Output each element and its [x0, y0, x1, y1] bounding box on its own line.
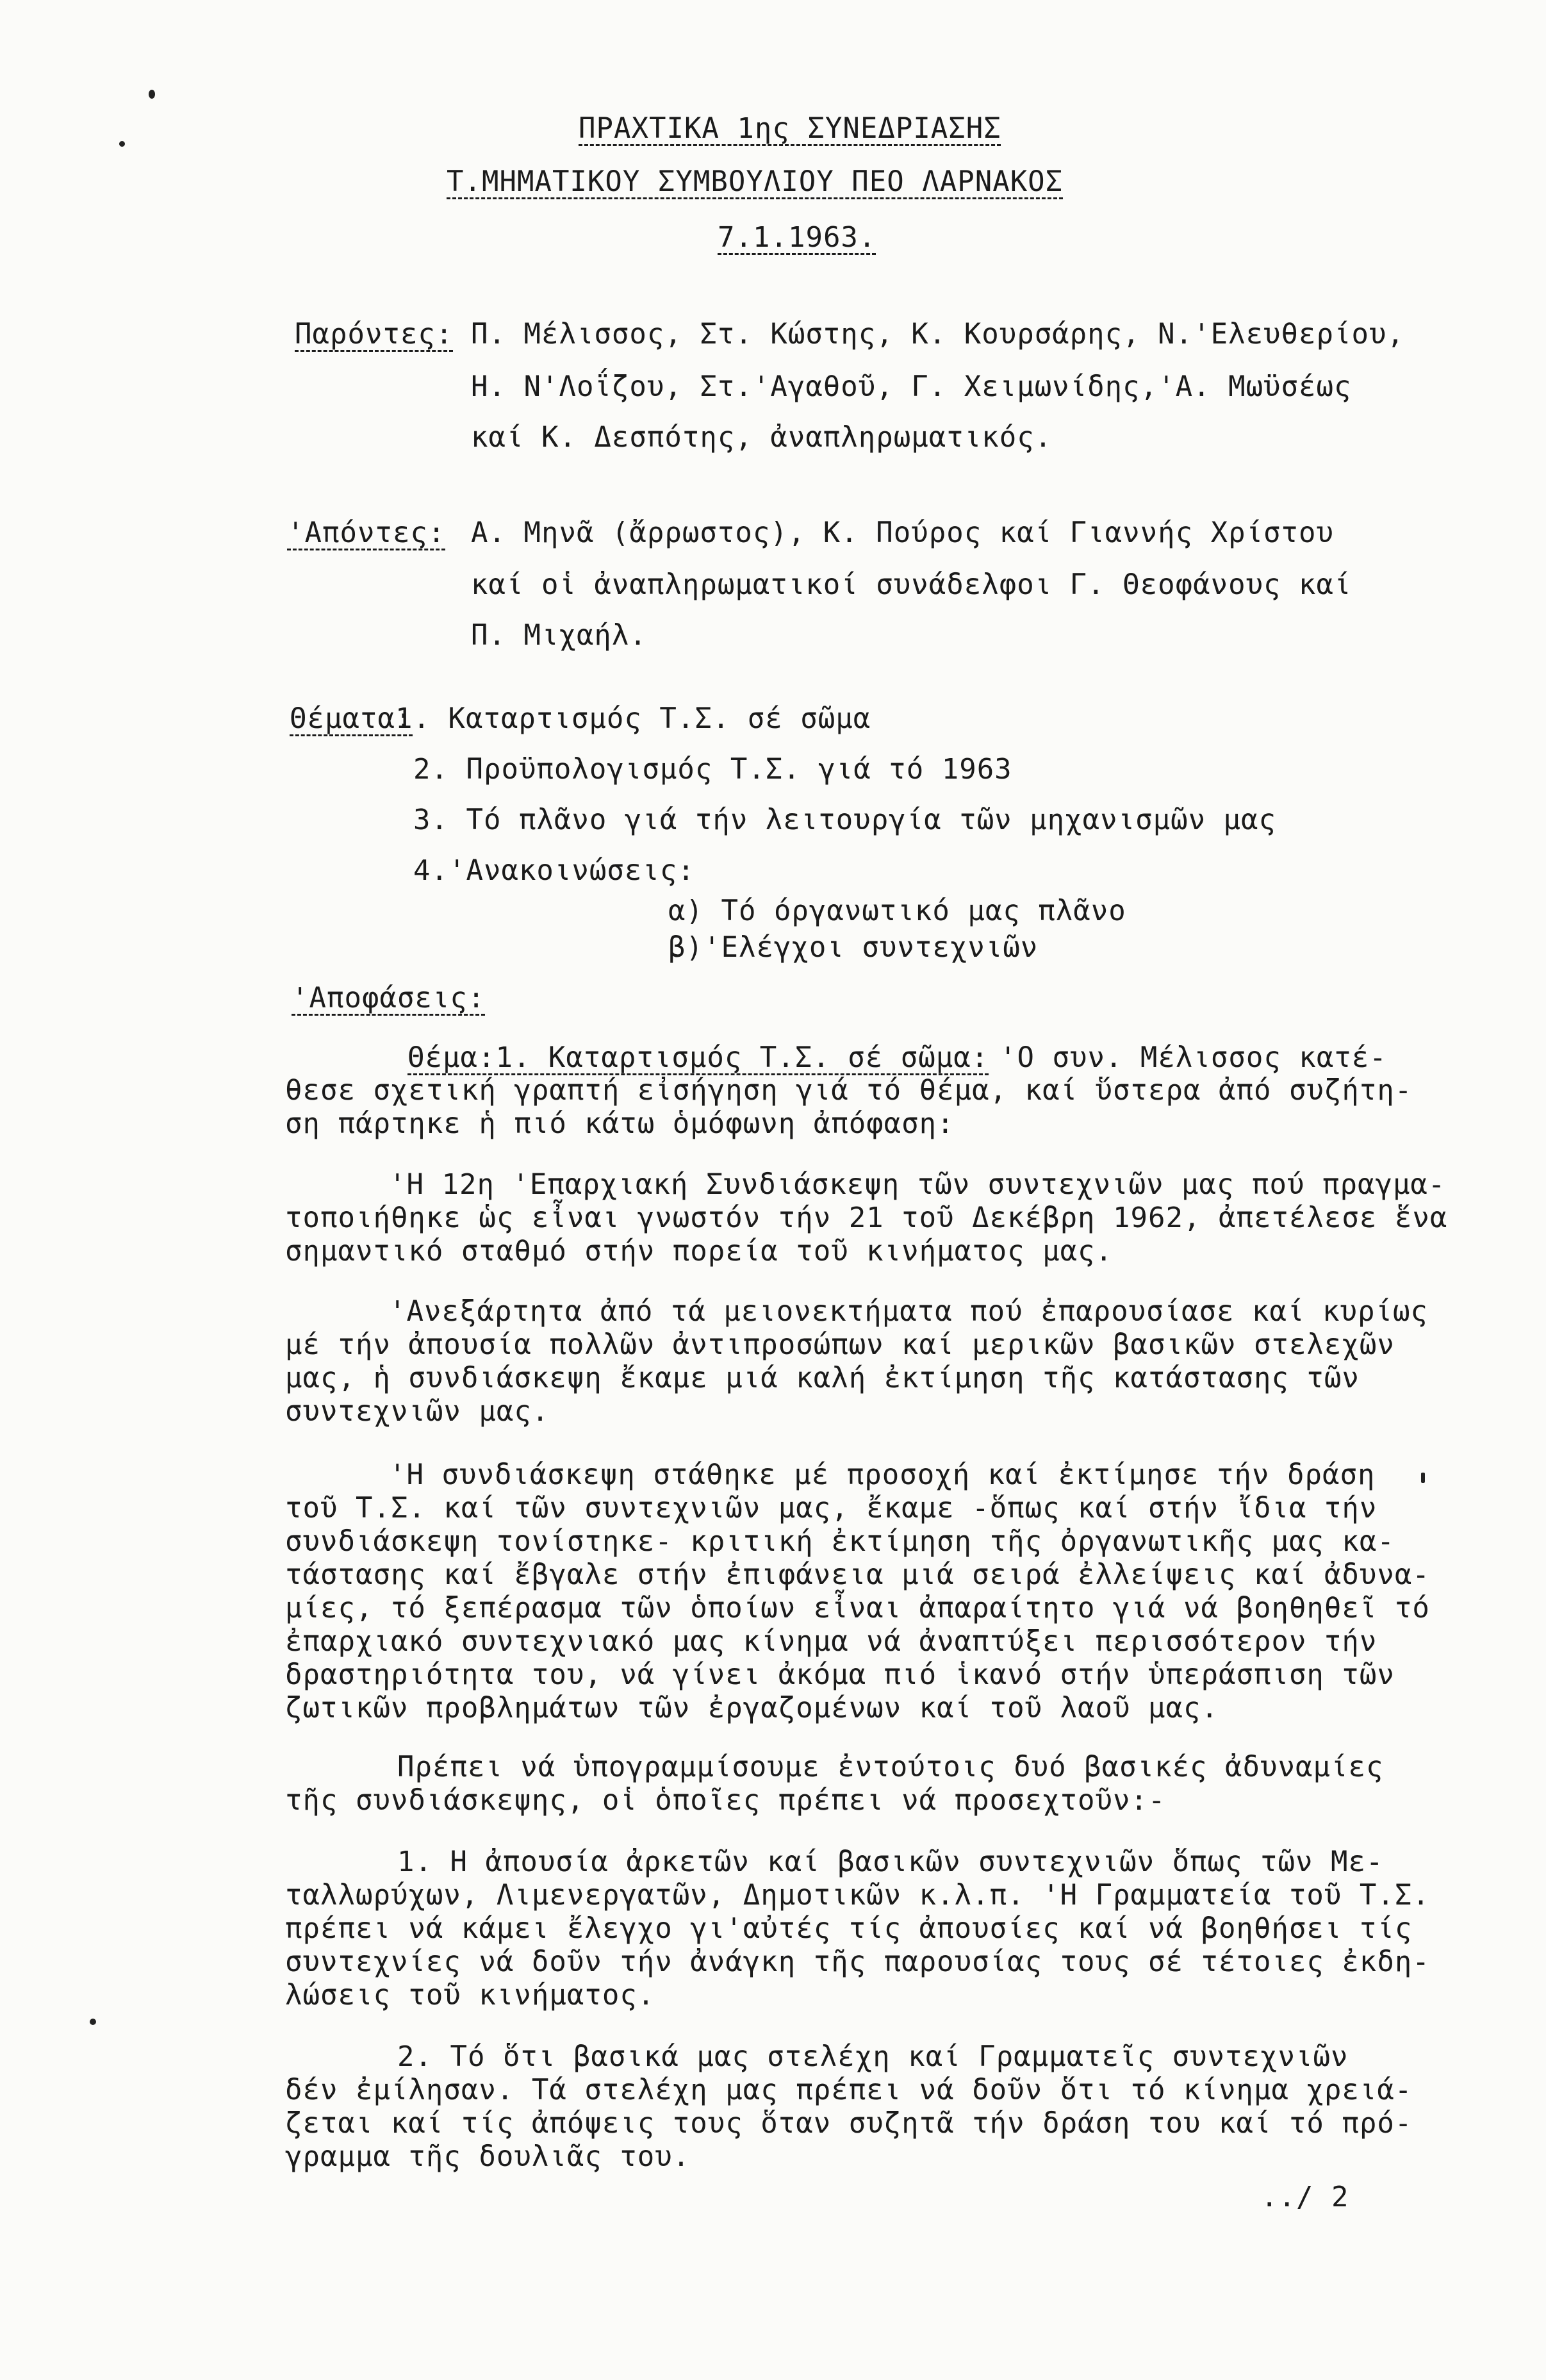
- topic-1: 1. Καταρτισμός Τ.Σ. σέ σῶμα: [395, 702, 871, 735]
- absent-line-3: Π. Μιχαήλ.: [471, 619, 647, 652]
- paragraph-line: 'Η συνδιάσκεψη στάθηκε μέ προσοχή καί ἐκτίμησε τήν δράση: [389, 1459, 1376, 1491]
- minutes-title: ΠΡΑΧΤΙΚΑ 1ης ΣΥΝΕΔΡΙΑΣΗΣ: [579, 112, 1001, 145]
- present-label: Παρόντες:: [295, 318, 454, 351]
- meeting-date: 7.1.1963.: [718, 221, 876, 254]
- paragraph-line: λώσεις τοῦ κινήματος.: [285, 1979, 655, 2012]
- paragraph-line: 'Η 12η 'Επαρχιακή Συνδιάσκεψη τῶν συντεχνιῶν μας πού πραγμα-: [389, 1168, 1446, 1201]
- absent-line-1: Α. Μηνᾶ (ἄρρωστος), Κ. Πούρος καί Γιαννής Χρίστου: [471, 516, 1335, 549]
- page-continuation-marker: ../ 2: [1261, 2181, 1349, 2213]
- theme-1-heading: Θέμα:1. Καταρτισμός Τ.Σ. σέ σῶμα:: [407, 1041, 989, 1074]
- paragraph-line: ἐπαρχιακό συντεχνιακό μας κίνημα νά ἀναπτύξει περισσότερον τήν: [285, 1625, 1377, 1658]
- absent-label: 'Απόντες:: [287, 516, 446, 549]
- paragraph-line: γραμμα τῆς δουλιᾶς του.: [285, 2140, 691, 2173]
- paragraph-line: σημαντικό σταθμό στήν πορεία τοῦ κινήματος μας.: [285, 1235, 1114, 1268]
- council-title: Τ.ΜΗΜΑΤΙΚΟΥ ΣΥΜΒΟΥΛΙΟΥ ΠΕΟ ΛΑΡΝΑΚΟΣ: [447, 165, 1064, 198]
- paragraph-line: 1. Η ἀπουσία ἀρκετῶν καί βασικῶν συντεχνιῶν ὅπως τῶν Με-: [397, 1846, 1384, 1878]
- paragraph-line: τοποιήθηκε ὡς εἶναι γνωστόν τήν 21 τοῦ Δεκέβρη 1962, ἀπετέλεσε ἕνα: [285, 1202, 1448, 1234]
- paragraph-line: συντεχνιῶν μας.: [285, 1395, 550, 1428]
- paragraph-line: δραστηριότητα του, νά γίνει ἀκόμα πιό ἱκανό στήν ὑπεράσπιση τῶν: [285, 1658, 1395, 1691]
- topic-4a: α) Τό όργανωτικό μας πλᾶνο: [668, 895, 1126, 927]
- paragraph-line: τῆς συνδιάσκεψης, οἱ ὁποῖες πρέπει νά προσεχτοῦν:-: [285, 1784, 1166, 1817]
- topic-2: 2. Προϋπολογισμός Τ.Σ. γιά τό 1963: [413, 753, 1012, 786]
- scan-speck: [119, 141, 125, 147]
- paragraph-line: μας, ἡ συνδιάσκεψη ἔκαμε μιά καλή ἐκτίμηση τῆς κατάστασης τῶν: [285, 1362, 1360, 1394]
- topics-label: Θέματα:: [290, 702, 413, 735]
- paragraph-line: θεσε σχετική γραπτή εἰσήγηση γιά τό θέμα, καί ὕστερα ἀπό συζήτη-: [285, 1074, 1413, 1107]
- present-line-1: Π. Μέλισσος, Στ. Κώστης, Κ. Κουρσάρης, Ν.'Ελευθερίου,: [471, 318, 1404, 351]
- paragraph-line: μέ τήν ἀπουσία πολλῶν ἀντιπροσώπων καί μερικῶν βασικῶν στελεχῶν: [285, 1328, 1395, 1361]
- paragraph-line: συνδιάσκεψη τονίστηκε- κριτική ἐκτίμηση τῆς ὀργανωτικῆς μας κα-: [285, 1525, 1395, 1558]
- paragraph-line: ταλλωρύχων, Λιμενεργατῶν, Δημοτικῶν κ.λ.π. 'Η Γραμματεία τοῦ Τ.Σ.: [285, 1879, 1430, 1912]
- topic-3: 3. Τό πλᾶνο γιά τήν λειτουργία τῶν μηχανισμῶν μας: [413, 804, 1277, 836]
- paragraph-line: ζωτικῶν προβλημάτων τῶν ἐργαζομένων καί τοῦ λαοῦ μας.: [285, 1692, 1219, 1724]
- scan-speck: [90, 2019, 96, 2025]
- topic-4b: β)'Ελέγχοι συντεχνιῶν: [668, 931, 1039, 964]
- paragraph-line: ζεται καί τίς ἀπόψεις τους ὅταν συζητᾶ τήν δράση του καί τό πρό-: [285, 2107, 1413, 2140]
- paragraph-line: μίες, τό ξεπέρασμα τῶν ὁποίων εἶναι ἀπαραίτητο γιά νά βοηθηθεῖ τό: [285, 1592, 1430, 1624]
- paragraph-line: Πρέπει νά ὑπογραμμίσουμε ἐντούτοις δυό βασικές ἀδυναμίες: [397, 1751, 1384, 1783]
- present-line-2: Η. Ν'Λοΐζου, Στ.'Αγαθοῦ, Γ. Χειμωνίδης,'Α. Μωϋσέως: [471, 370, 1352, 403]
- present-line-3: καί Κ. Δεσπότης, ἀναπληρωματικός.: [471, 421, 1053, 454]
- paragraph-line: τοῦ Τ.Σ. καί τῶν συντεχνιῶν μας, ἔκαμε -ὅπως καί στήν ἴδια τήν: [285, 1492, 1377, 1525]
- scan-speck: [149, 90, 155, 99]
- paragraph-line: 'Ο συν. Μέλισσος κατέ-: [999, 1041, 1387, 1074]
- paragraph-line: πρέπει νά κάμει ἔλεγχο γι'αὐτές τίς ἀπουσίες καί νά βοηθήσει τίς: [285, 1912, 1413, 1945]
- paragraph-line: δέν ἐμίλησαν. Τά στελέχη μας πρέπει νά δοῦν ὅτι τό κίνημα χρειά-: [285, 2074, 1413, 2106]
- paragraph-line: συντεχνίες νά δοῦν τήν ἀνάγκη τῆς παρουσίας τους σέ τέτοιες ἐκδη-: [285, 1946, 1430, 1978]
- paragraph-line: 'Ανεξάρτητα ἀπό τά μειονεκτήματα πού ἐπαρουσίασε καί κυρίως: [389, 1295, 1428, 1328]
- topic-4: 4.'Ανακοινώσεις:: [413, 854, 695, 887]
- absent-line-2: καί οἱ ἀναπληρωματικοί συνάδελφοι Γ. Θεοφάνους καί: [471, 568, 1352, 601]
- decisions-label: 'Αποφάσεις:: [292, 982, 486, 1014]
- paragraph-line: τάστασης καί ἔβγαλε στήν ἐπιφάνεια μιά σειρά ἐλλείψεις καί ἀδυνα-: [285, 1558, 1430, 1591]
- paragraph-line: 2. Τό ὅτι βασικά μας στελέχη καί Γραμματεῖς συντεχνιῶν: [397, 2040, 1349, 2073]
- scan-speck: [1421, 1473, 1425, 1483]
- paragraph-line: ση πάρτηκε ἡ πιό κάτω ὁμόφωνη ἀπόφαση:: [285, 1107, 955, 1140]
